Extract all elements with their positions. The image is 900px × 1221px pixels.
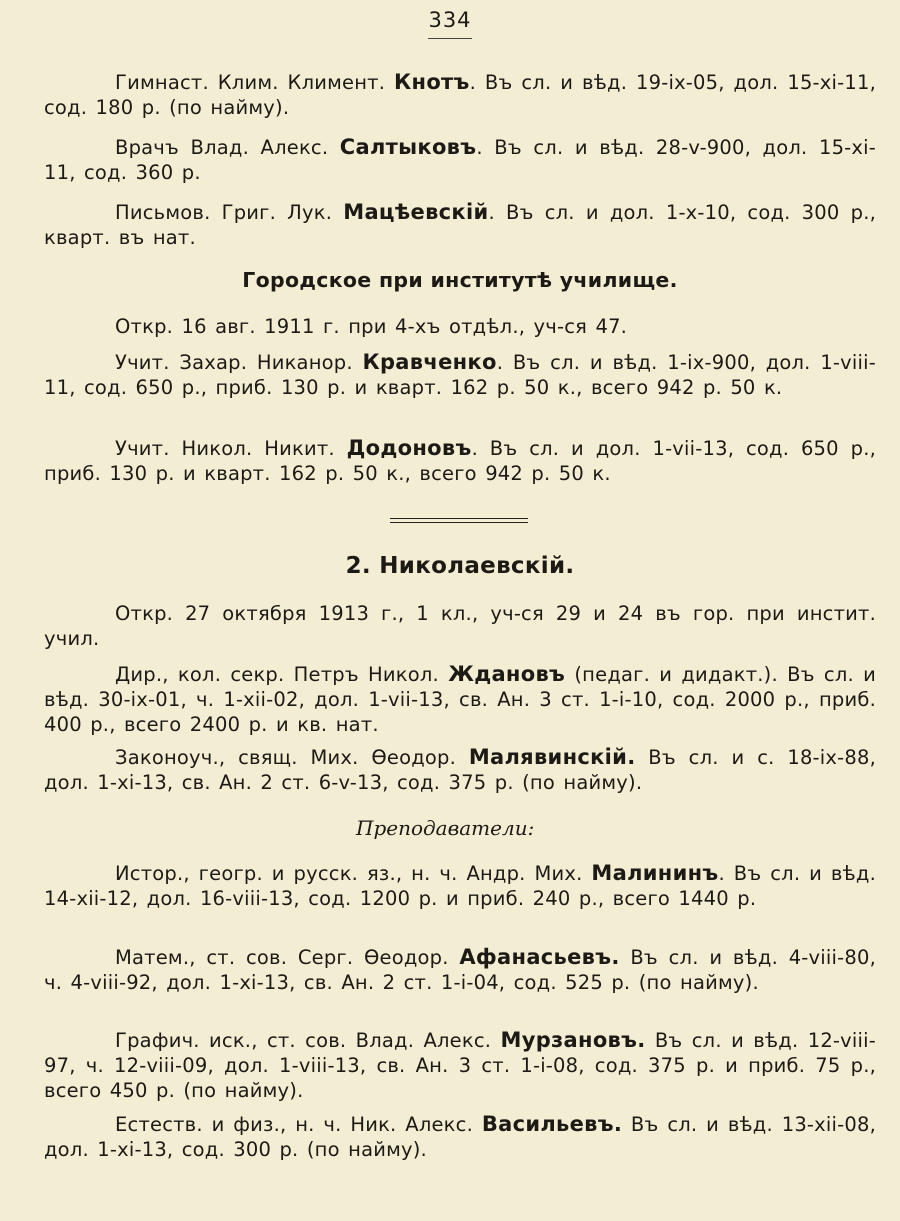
staff-surname: Афанасьевъ. — [459, 945, 620, 969]
staff-surname: Кравченко — [362, 350, 497, 374]
page-number-underline — [428, 38, 472, 39]
staff-surname: Мацѣевскій — [343, 200, 489, 224]
institute-opened-line: Откр. 27 октября 1913 г., 1 кл., уч-ся 29 и 24 въ гор. при инстит. учил. — [44, 602, 876, 650]
staff-surname: Додоновъ — [346, 436, 472, 460]
school-opened-line: Откр. 16 авг. 1911 г. при 4-хъ отдѣл., уч-ся 47. — [115, 315, 628, 338]
staff-entry: Учит. Захар. Никанор. Кравченко. Въ сл. и вѣд. 1-ix-900, дол. 1-viii-11, сод. 650 р., приб. 130 р. и кварт. 162 р. 50 к., всего 942 р. 50 к. — [44, 350, 876, 399]
staff-entry: Письмов. Григ. Лук. Мацѣевскій. Въ сл. и дол. 1-x-10, сод. 300 р., кварт. въ нат. — [44, 200, 876, 249]
staff-entry: Дир., кол. секр. Петръ Никол. Ждановъ (педаг. и дидакт.). Въ сл. и вѣд. 30-ix-01, ч. 1-xii-02, дол. 1-vii-13, св. Ан. 3 ст. 1-i-10, сод. 2000 р., приб. 400 р., всего 2400 р. и кв. нат. — [44, 662, 876, 736]
staff-surname: Мурзановъ. — [500, 1028, 646, 1052]
staff-entry: Законоуч., свящ. Мих. Ѳеодор. Малявинскій. Въ сл. и с. 18-ix-88, дол. 1-xi-13, св. Ан. 2 ст. 6-v-13, сод. 375 р. (по найму). — [44, 745, 876, 794]
teacher-entry: Естеств. и физ., н. ч. Ник. Алекс. Васильевъ. Въ сл. и вѣд. 13-xii-08, дол. 1-xi-13, сод. 300 р. (по найму). — [44, 1112, 876, 1161]
section-heading-nikolaevsky: 2. Николаевскій. — [345, 553, 575, 579]
teachers-heading: Преподаватели: — [356, 816, 535, 840]
staff-surname: Салтыковъ — [339, 135, 477, 159]
staff-entry: Врачъ Влад. Алекс. Салтыковъ. Въ сл. и вѣд. 28-v-900, дол. 15-xi-11, сод. 360 р. — [44, 135, 877, 184]
staff-surname: Васильевъ. — [481, 1112, 623, 1136]
staff-surname: Кнотъ — [394, 70, 470, 94]
staff-surname: Малявинскій. — [468, 745, 636, 769]
staff-surname: Ждановъ — [448, 662, 566, 686]
teacher-entry: Истор., геогр. и русск. яз., н. ч. Андр. Мих. Малининъ. Въ сл. и вѣд. 14-xii-12, дол. 16-viii-13, сод. 1200 р. и приб. 240 р., всего 1440 р. — [44, 861, 876, 910]
section-heading-school: Городское при институтѣ училище. — [242, 268, 678, 292]
staff-entry: Гимнаст. Клим. Климент. Кнотъ. Въ сл. и вѣд. 19-ix-05, дол. 15-xi-11, сод. 180 р. (по найму). — [44, 70, 876, 119]
staff-entry: Учит. Никол. Никит. Додоновъ. Въ сл. и дол. 1-vii-13, сод. 650 р., приб. 130 р. и кварт. 162 р. 50 к., всего 942 р. 50 к. — [44, 436, 876, 485]
staff-surname: Малининъ — [591, 861, 719, 885]
section-divider — [390, 518, 528, 523]
teacher-entry: Матем., ст. сов. Серг. Ѳеодор. Афанасьевъ. Въ сл. и вѣд. 4-viii-80, ч. 4-viii-92, дол. 1-xi-13, св. Ан. 2 ст. 1-i-04, сод. 525 р. (по найму). — [44, 945, 876, 994]
page-number: 334 — [428, 8, 472, 32]
teacher-entry: Графич. иск., ст. сов. Влад. Алекс. Мурзановъ. Въ сл. и вѣд. 12-viii-97, ч. 12-viii-09, дол. 1-viii-13, св. Ан. 3 ст. 1-i-08, сод. 375 р. и приб. 75 р., всего 450 р. (по найму). — [44, 1028, 876, 1102]
